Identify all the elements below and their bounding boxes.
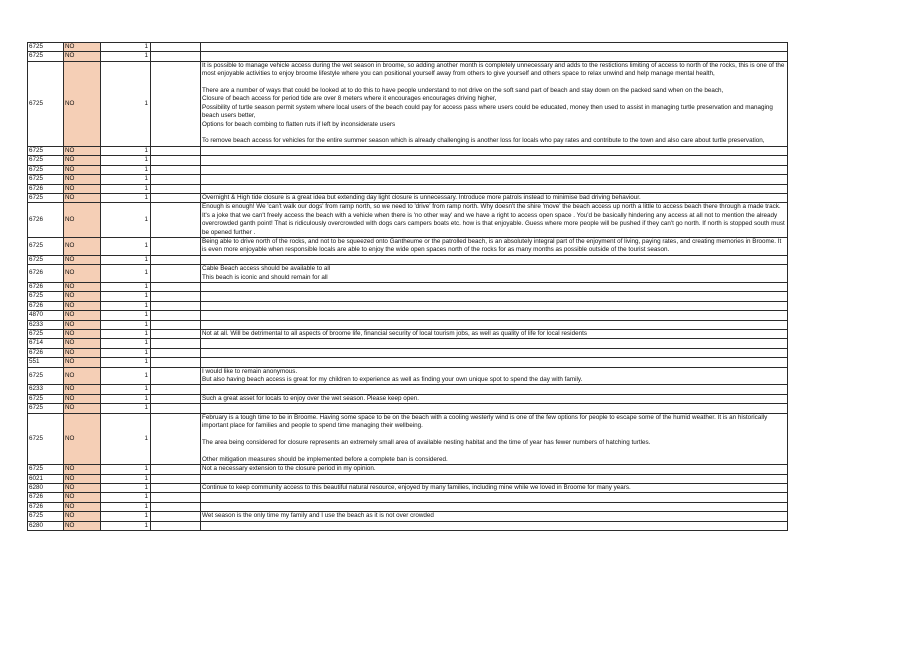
answer-cell: NO bbox=[64, 394, 101, 403]
answer-cell: NO bbox=[64, 483, 101, 492]
comment-cell: Not a necessary extension to the closure period in my opinion. bbox=[201, 465, 788, 474]
answer-cell: NO bbox=[64, 348, 101, 357]
blank-cell bbox=[151, 255, 201, 264]
postcode-cell: 6725 bbox=[28, 43, 64, 52]
count-cell: 1 bbox=[101, 339, 151, 348]
blank-cell bbox=[151, 385, 201, 394]
blank-cell bbox=[151, 348, 201, 357]
blank-cell bbox=[151, 165, 201, 174]
comment-cell: Wet season is the only time my family and I use the beach as it is not over crowded bbox=[201, 512, 788, 521]
comment-cell: Such a great asset for locals to enjoy over the wet season. Please keep open. bbox=[201, 394, 788, 403]
count-cell: 1 bbox=[101, 311, 151, 320]
count-cell: 1 bbox=[101, 184, 151, 193]
answer-cell: NO bbox=[64, 413, 101, 464]
blank-cell bbox=[151, 483, 201, 492]
table-body bbox=[28, 43, 788, 531]
comment-cell: Being able to drive north of the rocks, and not to be squeezed onto Gantheume or the patrolled beach, is an absolutely integral part of the enjoyment of living, paying rates, and creating memories in Broome. It is even more enjoyable when responsible locals are able to enjoy the wide open spaces north of the rocks for as many months as possible outside of the tourist season. bbox=[201, 237, 788, 255]
table-row bbox=[28, 465, 788, 474]
count-cell: 1 bbox=[101, 465, 151, 474]
postcode-cell: 6725 bbox=[28, 146, 64, 155]
blank-cell bbox=[151, 184, 201, 193]
postcode-cell: 6725 bbox=[28, 193, 64, 202]
blank-cell bbox=[151, 465, 201, 474]
table-row bbox=[28, 61, 788, 146]
count-cell: 1 bbox=[101, 193, 151, 202]
blank-cell bbox=[151, 301, 201, 310]
postcode-cell: 6726 bbox=[28, 203, 64, 238]
blank-cell bbox=[151, 156, 201, 165]
count-cell: 1 bbox=[101, 385, 151, 394]
count-cell: 1 bbox=[101, 61, 151, 146]
count-cell: 1 bbox=[101, 175, 151, 184]
count-cell: 1 bbox=[101, 493, 151, 502]
table-row bbox=[28, 255, 788, 264]
answer-cell: NO bbox=[64, 493, 101, 502]
postcode-cell: 6725 bbox=[28, 156, 64, 165]
comment-cell: It is possible to manage vehicle access during the wet season in broome, so adding another month is completely unnecessary and adds to the restictions limiting of access to north of the rocks, this is one of the most enjoyable activities to enjoy broome lifestyle where you can positional yourself away from others to give yourself and others space to relax unwind and help manage mental health, There are a number of ways that could be looked at to do this to have people understand to not drive on the soft sand part of beach and stay down on the packed sand when on the beach, Closure of beach access for period tide are over 8 meters where it encourages encourages driving higher, Possibility of turtle season permit system where local users of the beach could pay for access pass where users could be educated, money then used to assist in managing turtle preservation and managing beach users better, Options for beach combing to flatten ruts if left by inconsiderate users To remove beach access for vehicles for the entire summer season which is already challenging is another loss for locals who pay rates and contribute to the town and also care about turtle preservation, bbox=[201, 61, 788, 146]
answer-cell: NO bbox=[64, 521, 101, 530]
count-cell: 1 bbox=[101, 265, 151, 283]
count-cell: 1 bbox=[101, 237, 151, 255]
answer-cell: NO bbox=[64, 237, 101, 255]
count-cell: 1 bbox=[101, 203, 151, 238]
table-row bbox=[28, 193, 788, 202]
answer-cell: NO bbox=[64, 61, 101, 146]
count-cell: 1 bbox=[101, 301, 151, 310]
comment-cell bbox=[201, 348, 788, 357]
blank-cell bbox=[151, 394, 201, 403]
blank-cell bbox=[151, 413, 201, 464]
answer-cell: NO bbox=[64, 465, 101, 474]
postcode-cell: 6725 bbox=[28, 330, 64, 339]
comment-cell bbox=[201, 184, 788, 193]
table-row bbox=[28, 203, 788, 238]
postcode-cell: 6280 bbox=[28, 483, 64, 492]
answer-cell: NO bbox=[64, 52, 101, 61]
comment-cell bbox=[201, 43, 788, 52]
postcode-cell: 6725 bbox=[28, 413, 64, 464]
answer-cell: NO bbox=[64, 165, 101, 174]
count-cell: 1 bbox=[101, 348, 151, 357]
table-row bbox=[28, 358, 788, 367]
postcode-cell: 6725 bbox=[28, 404, 64, 413]
postcode-cell: 6726 bbox=[28, 184, 64, 193]
postcode-cell: 6280 bbox=[28, 521, 64, 530]
answer-cell: NO bbox=[64, 292, 101, 301]
blank-cell bbox=[151, 474, 201, 483]
comment-cell bbox=[201, 301, 788, 310]
postcode-cell: 6233 bbox=[28, 385, 64, 394]
count-cell: 1 bbox=[101, 156, 151, 165]
table-row bbox=[28, 175, 788, 184]
answer-cell: NO bbox=[64, 502, 101, 511]
count-cell: 1 bbox=[101, 43, 151, 52]
comment-cell bbox=[201, 255, 788, 264]
blank-cell bbox=[151, 330, 201, 339]
answer-cell: NO bbox=[64, 330, 101, 339]
postcode-cell: 6725 bbox=[28, 165, 64, 174]
comment-cell bbox=[201, 292, 788, 301]
count-cell: 1 bbox=[101, 521, 151, 530]
count-cell: 1 bbox=[101, 320, 151, 329]
table-row bbox=[28, 404, 788, 413]
comment-cell bbox=[201, 358, 788, 367]
count-cell: 1 bbox=[101, 367, 151, 385]
blank-cell bbox=[151, 146, 201, 155]
postcode-cell: 6725 bbox=[28, 61, 64, 146]
count-cell: 1 bbox=[101, 292, 151, 301]
table-row bbox=[28, 339, 788, 348]
table-row bbox=[28, 385, 788, 394]
answer-cell: NO bbox=[64, 282, 101, 291]
table-row bbox=[28, 521, 788, 530]
blank-cell bbox=[151, 339, 201, 348]
comment-cell bbox=[201, 320, 788, 329]
blank-cell bbox=[151, 203, 201, 238]
table-row bbox=[28, 502, 788, 511]
blank-cell bbox=[151, 282, 201, 291]
comment-cell bbox=[201, 52, 788, 61]
postcode-cell: 6726 bbox=[28, 282, 64, 291]
comment-cell bbox=[201, 385, 788, 394]
count-cell: 1 bbox=[101, 413, 151, 464]
blank-cell bbox=[151, 175, 201, 184]
count-cell: 1 bbox=[101, 404, 151, 413]
answer-cell: NO bbox=[64, 474, 101, 483]
answer-cell: NO bbox=[64, 184, 101, 193]
postcode-cell: 6725 bbox=[28, 292, 64, 301]
table-row bbox=[28, 43, 788, 52]
comment-cell bbox=[201, 339, 788, 348]
count-cell: 1 bbox=[101, 512, 151, 521]
blank-cell bbox=[151, 521, 201, 530]
table-row bbox=[28, 311, 788, 320]
answer-cell: NO bbox=[64, 320, 101, 329]
blank-cell bbox=[151, 358, 201, 367]
comment-cell bbox=[201, 165, 788, 174]
answer-cell: NO bbox=[64, 311, 101, 320]
postcode-cell: 6233 bbox=[28, 320, 64, 329]
count-cell: 1 bbox=[101, 502, 151, 511]
postcode-cell: 6725 bbox=[28, 175, 64, 184]
postcode-cell: 6725 bbox=[28, 512, 64, 521]
table-row bbox=[28, 348, 788, 357]
postcode-cell: 551 bbox=[28, 358, 64, 367]
table-row bbox=[28, 330, 788, 339]
postcode-cell: 6725 bbox=[28, 255, 64, 264]
postcode-cell: 6725 bbox=[28, 394, 64, 403]
answer-cell: NO bbox=[64, 265, 101, 283]
comment-cell: Cable Beach access should be available to all This beach is iconic and should remain for all bbox=[201, 265, 788, 283]
answer-cell: NO bbox=[64, 404, 101, 413]
postcode-cell: 4870 bbox=[28, 311, 64, 320]
count-cell: 1 bbox=[101, 330, 151, 339]
postcode-cell: 6726 bbox=[28, 502, 64, 511]
table-row bbox=[28, 146, 788, 155]
table-row bbox=[28, 282, 788, 291]
blank-cell bbox=[151, 493, 201, 502]
blank-cell bbox=[151, 512, 201, 521]
blank-cell bbox=[151, 367, 201, 385]
postcode-cell: 6714 bbox=[28, 339, 64, 348]
table-row bbox=[28, 165, 788, 174]
postcode-cell: 6021 bbox=[28, 474, 64, 483]
blank-cell bbox=[151, 52, 201, 61]
answer-cell: NO bbox=[64, 367, 101, 385]
postcode-cell: 6726 bbox=[28, 493, 64, 502]
comment-cell bbox=[201, 282, 788, 291]
comment-cell: Continue to keep community access to this beautiful natural resource, enjoyed by many families, including mine while we loved in Broome for many years. bbox=[201, 483, 788, 492]
count-cell: 1 bbox=[101, 146, 151, 155]
comment-cell: Not at all. Will be detrimental to all aspects of broome life, financial security of local tourism jobs, as well as quality of life for local residents bbox=[201, 330, 788, 339]
table-row bbox=[28, 156, 788, 165]
table-row bbox=[28, 237, 788, 255]
count-cell: 1 bbox=[101, 394, 151, 403]
postcode-cell: 6725 bbox=[28, 237, 64, 255]
postcode-cell: 6726 bbox=[28, 348, 64, 357]
comment-cell: Enough is enough! We 'can't walk our dogs' from ramp north, so we need to 'drive' from ramp north. Why doesn't the shire 'move' the beach access up north a little to access beach there through a made track. It's a joke that we can't freely access the beach with a vehicle when there is 'no other way' and we have a right to access open space . You'd be basically hindering any access at all not to mention the already overcrowded ganth point! That is ridiculously overcrowded with dogs cars campers boats etc. how is that enjoyable. Guess where more people will be pushed if they can't go north. If north is stopped south must be opened further . bbox=[201, 203, 788, 238]
blank-cell bbox=[151, 61, 201, 146]
answer-cell: NO bbox=[64, 512, 101, 521]
table-row bbox=[28, 394, 788, 403]
table-row bbox=[28, 413, 788, 464]
blank-cell bbox=[151, 237, 201, 255]
answer-cell: NO bbox=[64, 255, 101, 264]
blank-cell bbox=[151, 265, 201, 283]
blank-cell bbox=[151, 404, 201, 413]
comment-cell bbox=[201, 156, 788, 165]
answer-cell: NO bbox=[64, 301, 101, 310]
survey-response-table bbox=[27, 42, 788, 531]
table-row bbox=[28, 52, 788, 61]
blank-cell bbox=[151, 320, 201, 329]
count-cell: 1 bbox=[101, 474, 151, 483]
answer-cell: NO bbox=[64, 193, 101, 202]
comment-cell: Overnight & High tide closure is a great idea but extending day light closure is unnecessary. Introduce more patrols instead to minimise bad driving behaviour. bbox=[201, 193, 788, 202]
answer-cell: NO bbox=[64, 146, 101, 155]
comment-cell bbox=[201, 521, 788, 530]
table-row bbox=[28, 367, 788, 385]
postcode-cell: 6726 bbox=[28, 301, 64, 310]
count-cell: 1 bbox=[101, 282, 151, 291]
blank-cell bbox=[151, 292, 201, 301]
answer-cell: NO bbox=[64, 43, 101, 52]
comment-cell: February is a tough time to be in Broome. Having some space to be on the beach with a cooling westerly wind is one of the few options for people to escape some of the humid weather. It is an historically important place for families and people to spend time managing their wellbeing. The area being considered for closure represents an extremely small area of available nesting habitat and the time of year has fewer numbers of hatching turtles. Other mitigation measures should be implemented before a complete ban is considered. bbox=[201, 413, 788, 464]
comment-cell bbox=[201, 493, 788, 502]
answer-cell: NO bbox=[64, 156, 101, 165]
table-row bbox=[28, 493, 788, 502]
blank-cell bbox=[151, 193, 201, 202]
comment-cell bbox=[201, 146, 788, 155]
answer-cell: NO bbox=[64, 175, 101, 184]
comment-cell bbox=[201, 502, 788, 511]
answer-cell: NO bbox=[64, 339, 101, 348]
comment-cell: I would like to remain anonymous. But also having beach access is great for my children to experience as well as finding your own unique spot to spend the day with family. bbox=[201, 367, 788, 385]
comment-cell bbox=[201, 474, 788, 483]
table-row bbox=[28, 483, 788, 492]
answer-cell: NO bbox=[64, 203, 101, 238]
postcode-cell: 6725 bbox=[28, 52, 64, 61]
blank-cell bbox=[151, 502, 201, 511]
answer-cell: NO bbox=[64, 358, 101, 367]
table-row bbox=[28, 474, 788, 483]
blank-cell bbox=[151, 311, 201, 320]
count-cell: 1 bbox=[101, 52, 151, 61]
count-cell: 1 bbox=[101, 483, 151, 492]
count-cell: 1 bbox=[101, 358, 151, 367]
table-row bbox=[28, 265, 788, 283]
table-row bbox=[28, 320, 788, 329]
comment-cell bbox=[201, 311, 788, 320]
count-cell: 1 bbox=[101, 165, 151, 174]
answer-cell: NO bbox=[64, 385, 101, 394]
blank-cell bbox=[151, 43, 201, 52]
postcode-cell: 6726 bbox=[28, 265, 64, 283]
table-row bbox=[28, 301, 788, 310]
table-row bbox=[28, 512, 788, 521]
postcode-cell: 6725 bbox=[28, 367, 64, 385]
table-row bbox=[28, 184, 788, 193]
comment-cell bbox=[201, 404, 788, 413]
comment-cell bbox=[201, 175, 788, 184]
postcode-cell: 6725 bbox=[28, 465, 64, 474]
count-cell: 1 bbox=[101, 255, 151, 264]
table-row bbox=[28, 292, 788, 301]
